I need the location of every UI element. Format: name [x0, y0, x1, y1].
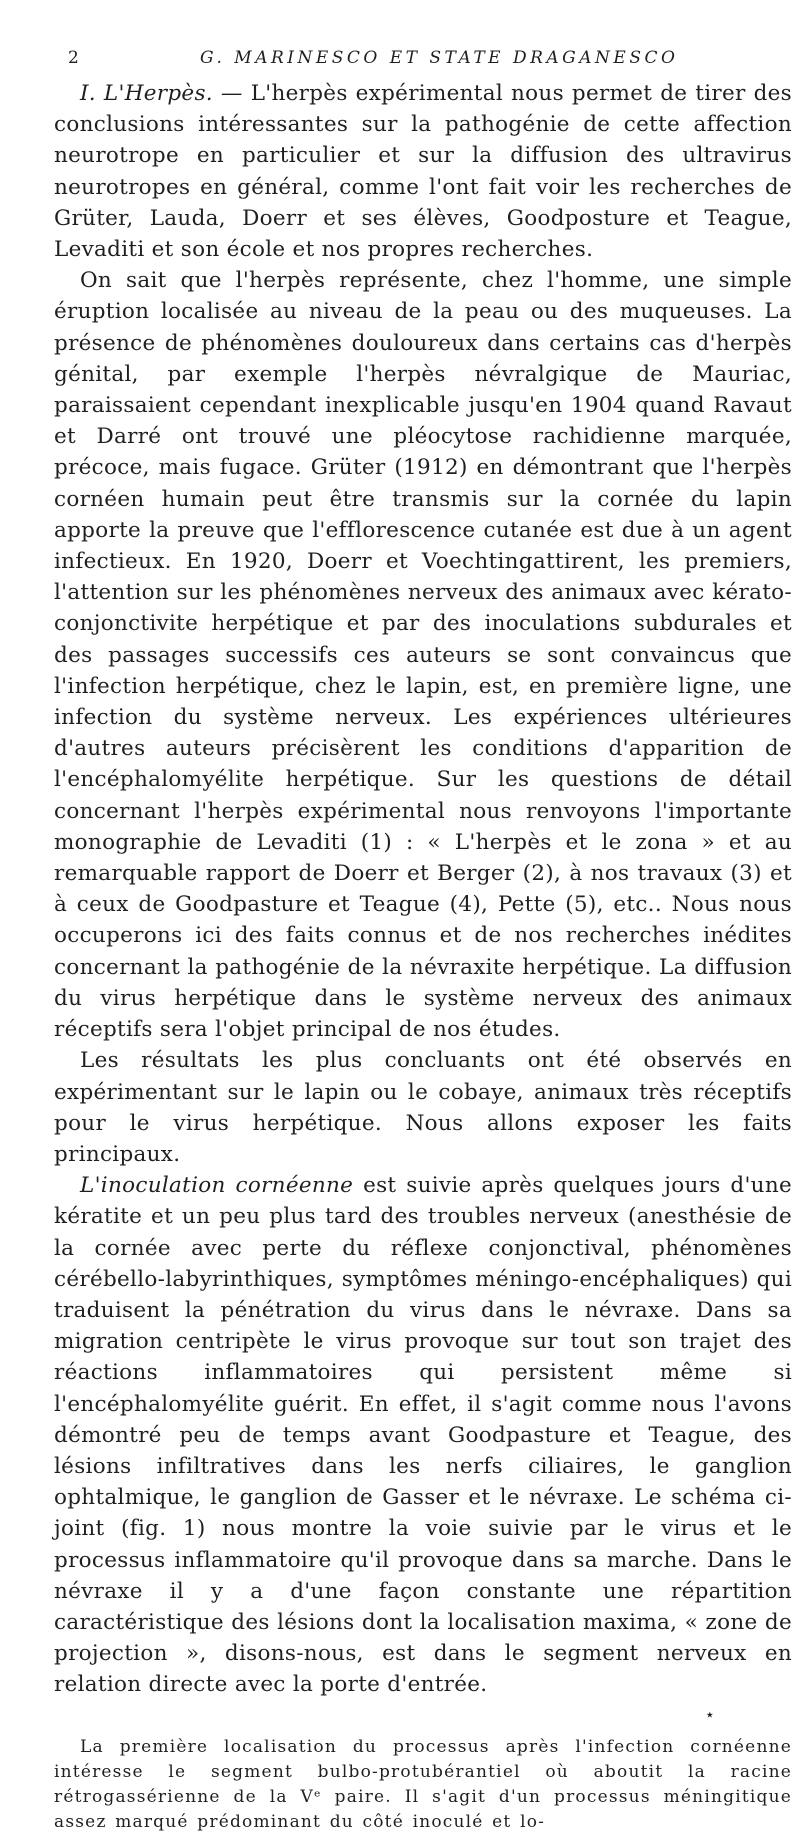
inoculation-text: est suivie après quelques jours d'une kératite et un peu plus tard des troubles nerveux (anesthésie de la cornée avec perte du réflexe conjonctival, phénomènes cérébello-labyrinthiques, symptômes méningo-encéphaliques) qui traduisent la pénétration du virus dans le névraxe. Dans sa migration centripète le virus provoque sur tout son trajet des réactions inflammatoires qui persistent même si l'encéphalomyélite guérit. En effet, il s'agit comme nous l'avons démontré peu de temps avant Goodpasture et Teague, des lésions infiltratives dans les nerfs ciliaires, le ganglion ophtalmique, le ganglion de Gasser et le névraxe. Le schéma ci-joint (fig. 1) nous montre la voie suivie par le virus et le processus inflammatoire qu'il provoque dans sa marche. Dans le névraxe il y a d'une façon constante une répartition caractéristique des lésions dont la localisation maxima, « zone de projection », disons-nous, est dans le segment nerveux en relation directe avec la porte d'entrée.	[54, 1173, 792, 1698]
main-text	[54, 78, 792, 1701]
separator-mark: ٭	[706, 1706, 714, 1723]
page-number: 2	[68, 48, 79, 68]
section-paragraph	[54, 78, 792, 265]
section-intro: — L'herpès expérimental nous permet de tirer des conclusions intéressantes sur la pathogénie de cette affection neurotrope en particulier et sur la diffusion des ultravirus neurotropes en général, comme l'ont fait voir les recherches de Grüter, Lauda, Doerr et ses élèves, Goodposture et Teague, Levaditi et son école et nos propres recherches.	[54, 81, 792, 263]
inoculation-label: L'inoculation cornéenne	[80, 1173, 354, 1199]
running-title: G. MARINESCO ET STATE DRAGANESCO	[200, 48, 679, 68]
running-header	[54, 48, 792, 78]
document-page	[54, 48, 792, 1835]
paragraph: Les résultats les plus concluants ont été observés en expérimentant sur le lapin ou le cobaye, animaux très réceptifs pour le virus herpétique. Nous allons exposer les faits principaux.	[54, 1048, 792, 1167]
footnote: La première localisation du processus après l'infection cornéenne intéresse le segment bulbo-protubérantiel où aboutit la racine rétrogassérienne de la Vᵉ paire. Il s'agit d'un processus méningitique assez marqué prédominant du côté inoculé et lo-	[54, 1736, 792, 1832]
separator	[54, 1701, 792, 1735]
paragraph: On sait que l'herpès représente, chez l'homme, une simple éruption localisée au niveau de la peau ou des muqueuses. La présence de phénomènes douloureux dans certains cas d'herpès génital, par exemple l'herpès névralgique de Mauriac, paraissaient cependant inexplicable jusqu'en 1904 quand Ravaut et Darré ont trouvé une pléocytose rachidienne marquée, précoce, mais fugace. Grüter (1912) en démontrant que l'herpès cornéen humain peut être transmis sur la cornée du lapin apporte la preuve que l'efflorescence cutanée est due à un agent infectieux. En 1920, Doerr et Voechtingattirent, les premiers, l'attention sur les phénomènes nerveux des animaux avec kérato-conjonctivite herpétique et par des inoculations subdurales et des passages successifs ces auteurs se sont convaincus que l'infection herpétique, chez le lapin, est, en première ligne, une infection du système nerveux. Les expériences ultérieures d'autres auteurs précisèrent les conditions d'apparition de l'encéphalomyélite herpétique. Sur les questions de détail concernant l'herpès expérimental nous renvoyons l'importante monographie de Levaditi (1) : « L'herpès et le zona » et au remarquable rapport de Doerr et Berger (2), à nos travaux (3) et à ceux de Goodpasture et Teague (4), Pette (5), etc.. Nous nous occuperons ici des faits connus et de nos recherches inédites concernant la pathogénie de la névraxite herpétique. La diffusion du virus herpétique dans le système nerveux des animaux réceptifs sera l'objet principal de nos études.	[54, 268, 792, 1043]
inoculation-paragraph	[54, 1170, 792, 1700]
section-label: I. L'Herpès.	[80, 81, 213, 106]
